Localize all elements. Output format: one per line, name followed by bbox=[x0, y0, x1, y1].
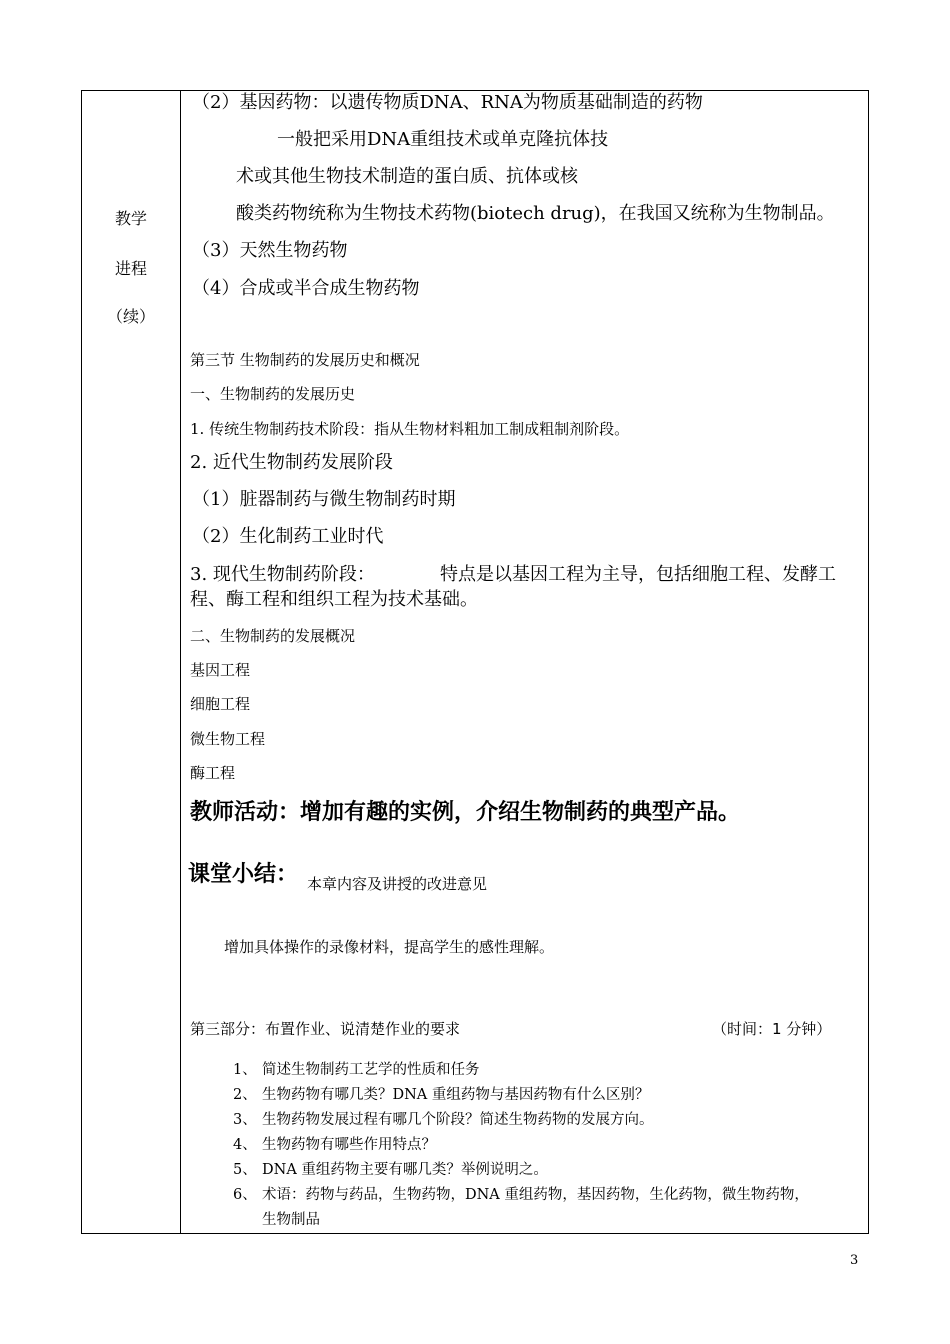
summary-detail: 增加具体操作的录像材料，提高学生的感性理解。 bbox=[224, 938, 555, 956]
homework-num: 6、 bbox=[233, 1187, 257, 1203]
stage-modern-cont: 程、酶工程和组织工程为技术基础。 bbox=[190, 589, 478, 610]
homework-num: 4、 bbox=[233, 1137, 257, 1153]
summary-heading: 课堂小结： bbox=[188, 862, 299, 887]
homework-num: 2、 bbox=[233, 1087, 257, 1103]
subtitle-overview: 二、生物制药的发展概况 bbox=[190, 627, 356, 645]
subtitle-history: 一、生物制药的发展历史 bbox=[190, 385, 356, 403]
homework-item: 生物药物有哪几类？DNA 重组药物与基因药物有什么区别？ bbox=[262, 1087, 650, 1103]
homework-item: DNA 重组药物主要有哪几类？举例说明之。 bbox=[262, 1162, 548, 1178]
stage-traditional: 1. 传统生物制药技术阶段：指从生物材料粗加工制成粗制剂阶段。 bbox=[190, 420, 630, 438]
homework-item: 生物药物有哪些作用特点？ bbox=[262, 1137, 436, 1153]
homework-item-cont: 生物制品 bbox=[262, 1212, 320, 1228]
left-label-line3: （续） bbox=[106, 307, 155, 326]
homework-item: 生物药物发展过程有哪几个阶段？简述生物药物的发展方向。 bbox=[262, 1112, 654, 1128]
part3-title: 第三部分：布置作业、说清楚作业的要求 bbox=[190, 1020, 461, 1038]
teacher-activity: 教师活动：增加有趣的实例，介绍生物制药的典型产品。 bbox=[190, 800, 741, 825]
homework-item: 简述生物制药工艺学的性质和任务 bbox=[262, 1062, 480, 1078]
stage2-biochem-industry: （2）生化制药工业时代 bbox=[192, 526, 384, 547]
item-natural-drugs: （3）天然生物药物 bbox=[192, 240, 348, 261]
field-enzyme-engineering: 酶工程 bbox=[190, 764, 236, 782]
part3-time: （时间：1 分钟） bbox=[712, 1020, 832, 1038]
item-gene-drugs-cont1: 一般把采用DNA重组技术或单克隆抗体技 bbox=[277, 129, 609, 150]
page-number: 3 bbox=[850, 1253, 859, 1268]
summary-note: 本章内容及讲授的改进意见 bbox=[307, 875, 488, 893]
homework-num: 5、 bbox=[233, 1162, 257, 1178]
stage-modern-label: 3. 现代生物制药阶段： bbox=[190, 564, 375, 585]
stage-modern-early: 2. 近代生物制药发展阶段 bbox=[190, 452, 393, 473]
item-gene-drugs-cont3: 酸类药物统称为生物技术药物(biotech drug)，在我国又统称为生物制品。 bbox=[236, 203, 835, 224]
stage2-organ-microbe: （1）脏器制药与微生物制药时期 bbox=[192, 489, 456, 510]
field-microbe-engineering: 微生物工程 bbox=[190, 730, 266, 748]
item-synthetic-drugs: （4）合成或半合成生物药物 bbox=[192, 278, 420, 299]
section-title: 第三节 生物制药的发展历史和概况 bbox=[190, 351, 420, 369]
left-label-line2: 进程 bbox=[114, 259, 147, 278]
column-divider bbox=[180, 90, 181, 1234]
homework-num: 1、 bbox=[233, 1062, 257, 1078]
field-gene-engineering: 基因工程 bbox=[190, 661, 251, 679]
homework-item: 术语：药物与药品，生物药物，DNA 重组药物，基因药物，生化药物，微生物药物， bbox=[262, 1187, 809, 1203]
item-gene-drugs-cont2: 术或其他生物技术制造的蛋白质、抗体或核 bbox=[236, 166, 578, 187]
left-label-line1: 教学 bbox=[114, 209, 147, 228]
homework-num: 3、 bbox=[233, 1112, 257, 1128]
field-cell-engineering: 细胞工程 bbox=[190, 695, 251, 713]
stage-modern-text: 特点是以基因工程为主导，包括细胞工程、发酵工 bbox=[440, 564, 836, 585]
item-gene-drugs: （2）基因药物：以遗传物质DNA、RNA为物质基础制造的药物 bbox=[192, 92, 703, 113]
